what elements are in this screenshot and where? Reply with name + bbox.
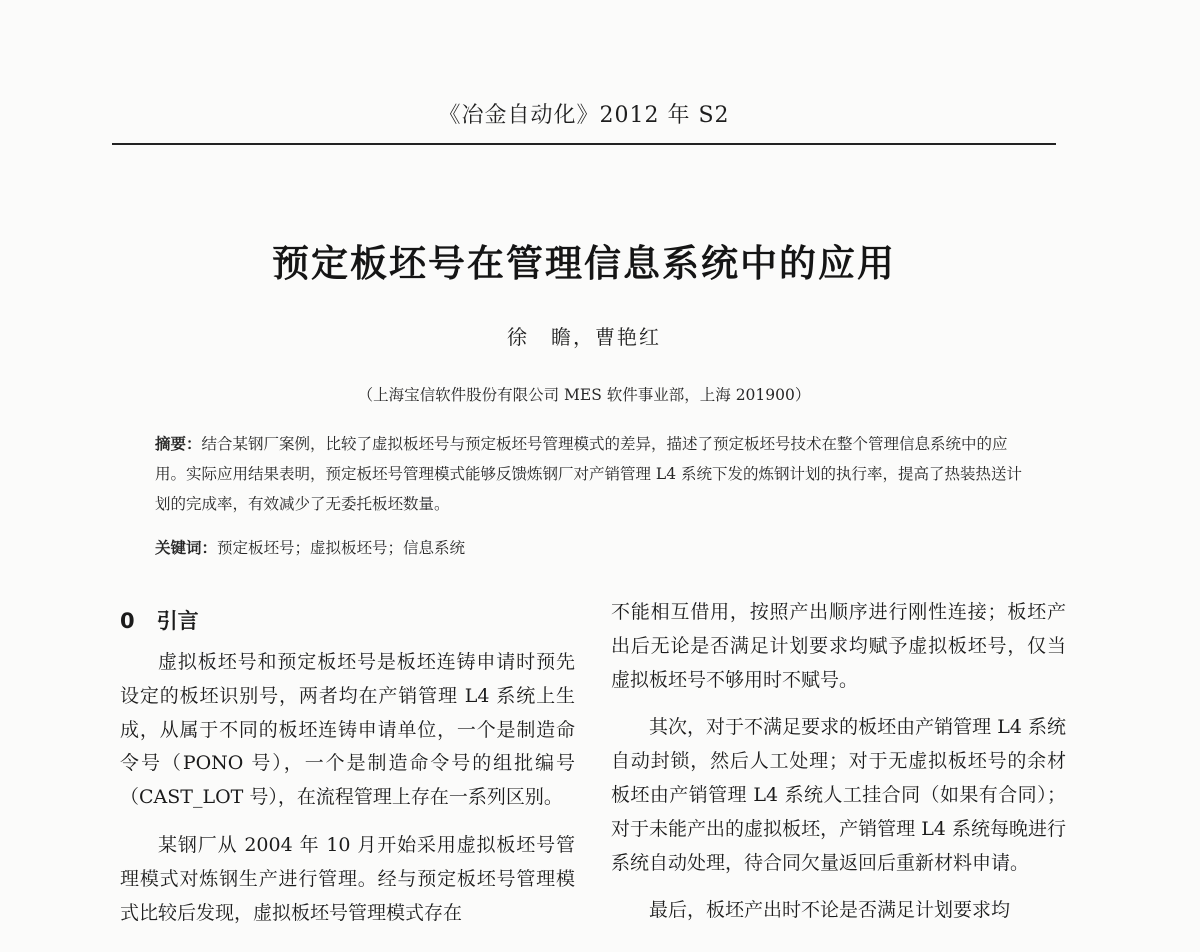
section-title: 引言 bbox=[156, 609, 199, 633]
left-column bbox=[120, 596, 575, 944]
section-number: 0 bbox=[120, 609, 135, 633]
abstract-text: 结合某钢厂案例，比较了虚拟板坯号与预定板坯号管理模式的差异，描述了预定板坯号技术在整个管理信息系统中的应用。实际应用结果表明，预定板坯号管理模式能够反馈炼钢厂对产销管理 L4 系统下发的炼钢计划的执行率，提高了热装热送计划的完成率，有效减少了无委托板坯数量。 bbox=[155, 435, 1023, 513]
left-paragraph-2: 某钢厂从 2004 年 10 月开始采用虚拟板坯号管理模式对炼钢生产进行管理。经与预定板坯号管理模式比较后发现，虚拟板坯号管理模式存在 bbox=[120, 833, 575, 924]
right-column bbox=[611, 596, 1066, 942]
journal-header: 《冶金自动化》2012 年 S2 bbox=[438, 103, 730, 128]
paper-title: 预定板坯号在管理信息系统中的应用 bbox=[272, 242, 896, 285]
abstract bbox=[155, 429, 1030, 519]
header-rule bbox=[112, 143, 1056, 145]
right-paragraph-3: 最后，板坯产出时不论是否满足计划要求均 bbox=[649, 899, 1011, 922]
keywords-text: 预定板坯号；虚拟板坯号；信息系统 bbox=[217, 539, 466, 557]
right-paragraph-1: 不能相互借用，按照产出顺序进行刚性连接；板坯产出后无论是否满足计划要求均赋予虚拟板坯号，仅当虚拟板坯号不够用时不赋号。 bbox=[611, 601, 1066, 691]
affiliation: （上海宝信软件股份有限公司 MES 软件事业部，上海 201900） bbox=[357, 386, 811, 404]
authors: 徐 瞻，曹艳红 bbox=[507, 325, 661, 349]
section-heading bbox=[120, 604, 575, 638]
keywords bbox=[155, 533, 1030, 563]
right-paragraph-2: 其次，对于不满足要求的板坯由产销管理 L4 系统自动封锁，然后人工处理；对于无虚拟板坯号的余材板坯由产销管理 L4 系统人工挂合同（如果有合同）；对于未能产出的虚拟板坯，产销管理 L4 系统每晚进行系统自动处理，待合同欠量返回后重新材料申请。 bbox=[611, 716, 1066, 874]
left-paragraph-1: 虚拟板坯号和预定板坯号是板坯连铸申请时预先设定的板坯识别号，两者均在产销管理 L4 系统上生成，从属于不同的板坯连铸申请单位，一个是制造命令号（PONO 号），一个是制造命令号的组批编号（CAST_LOT 号），在流程管理上存在一系列区别。 bbox=[120, 651, 575, 809]
abstract-label: 摘要： bbox=[155, 434, 202, 453]
keywords-label: 关键词： bbox=[155, 538, 218, 557]
